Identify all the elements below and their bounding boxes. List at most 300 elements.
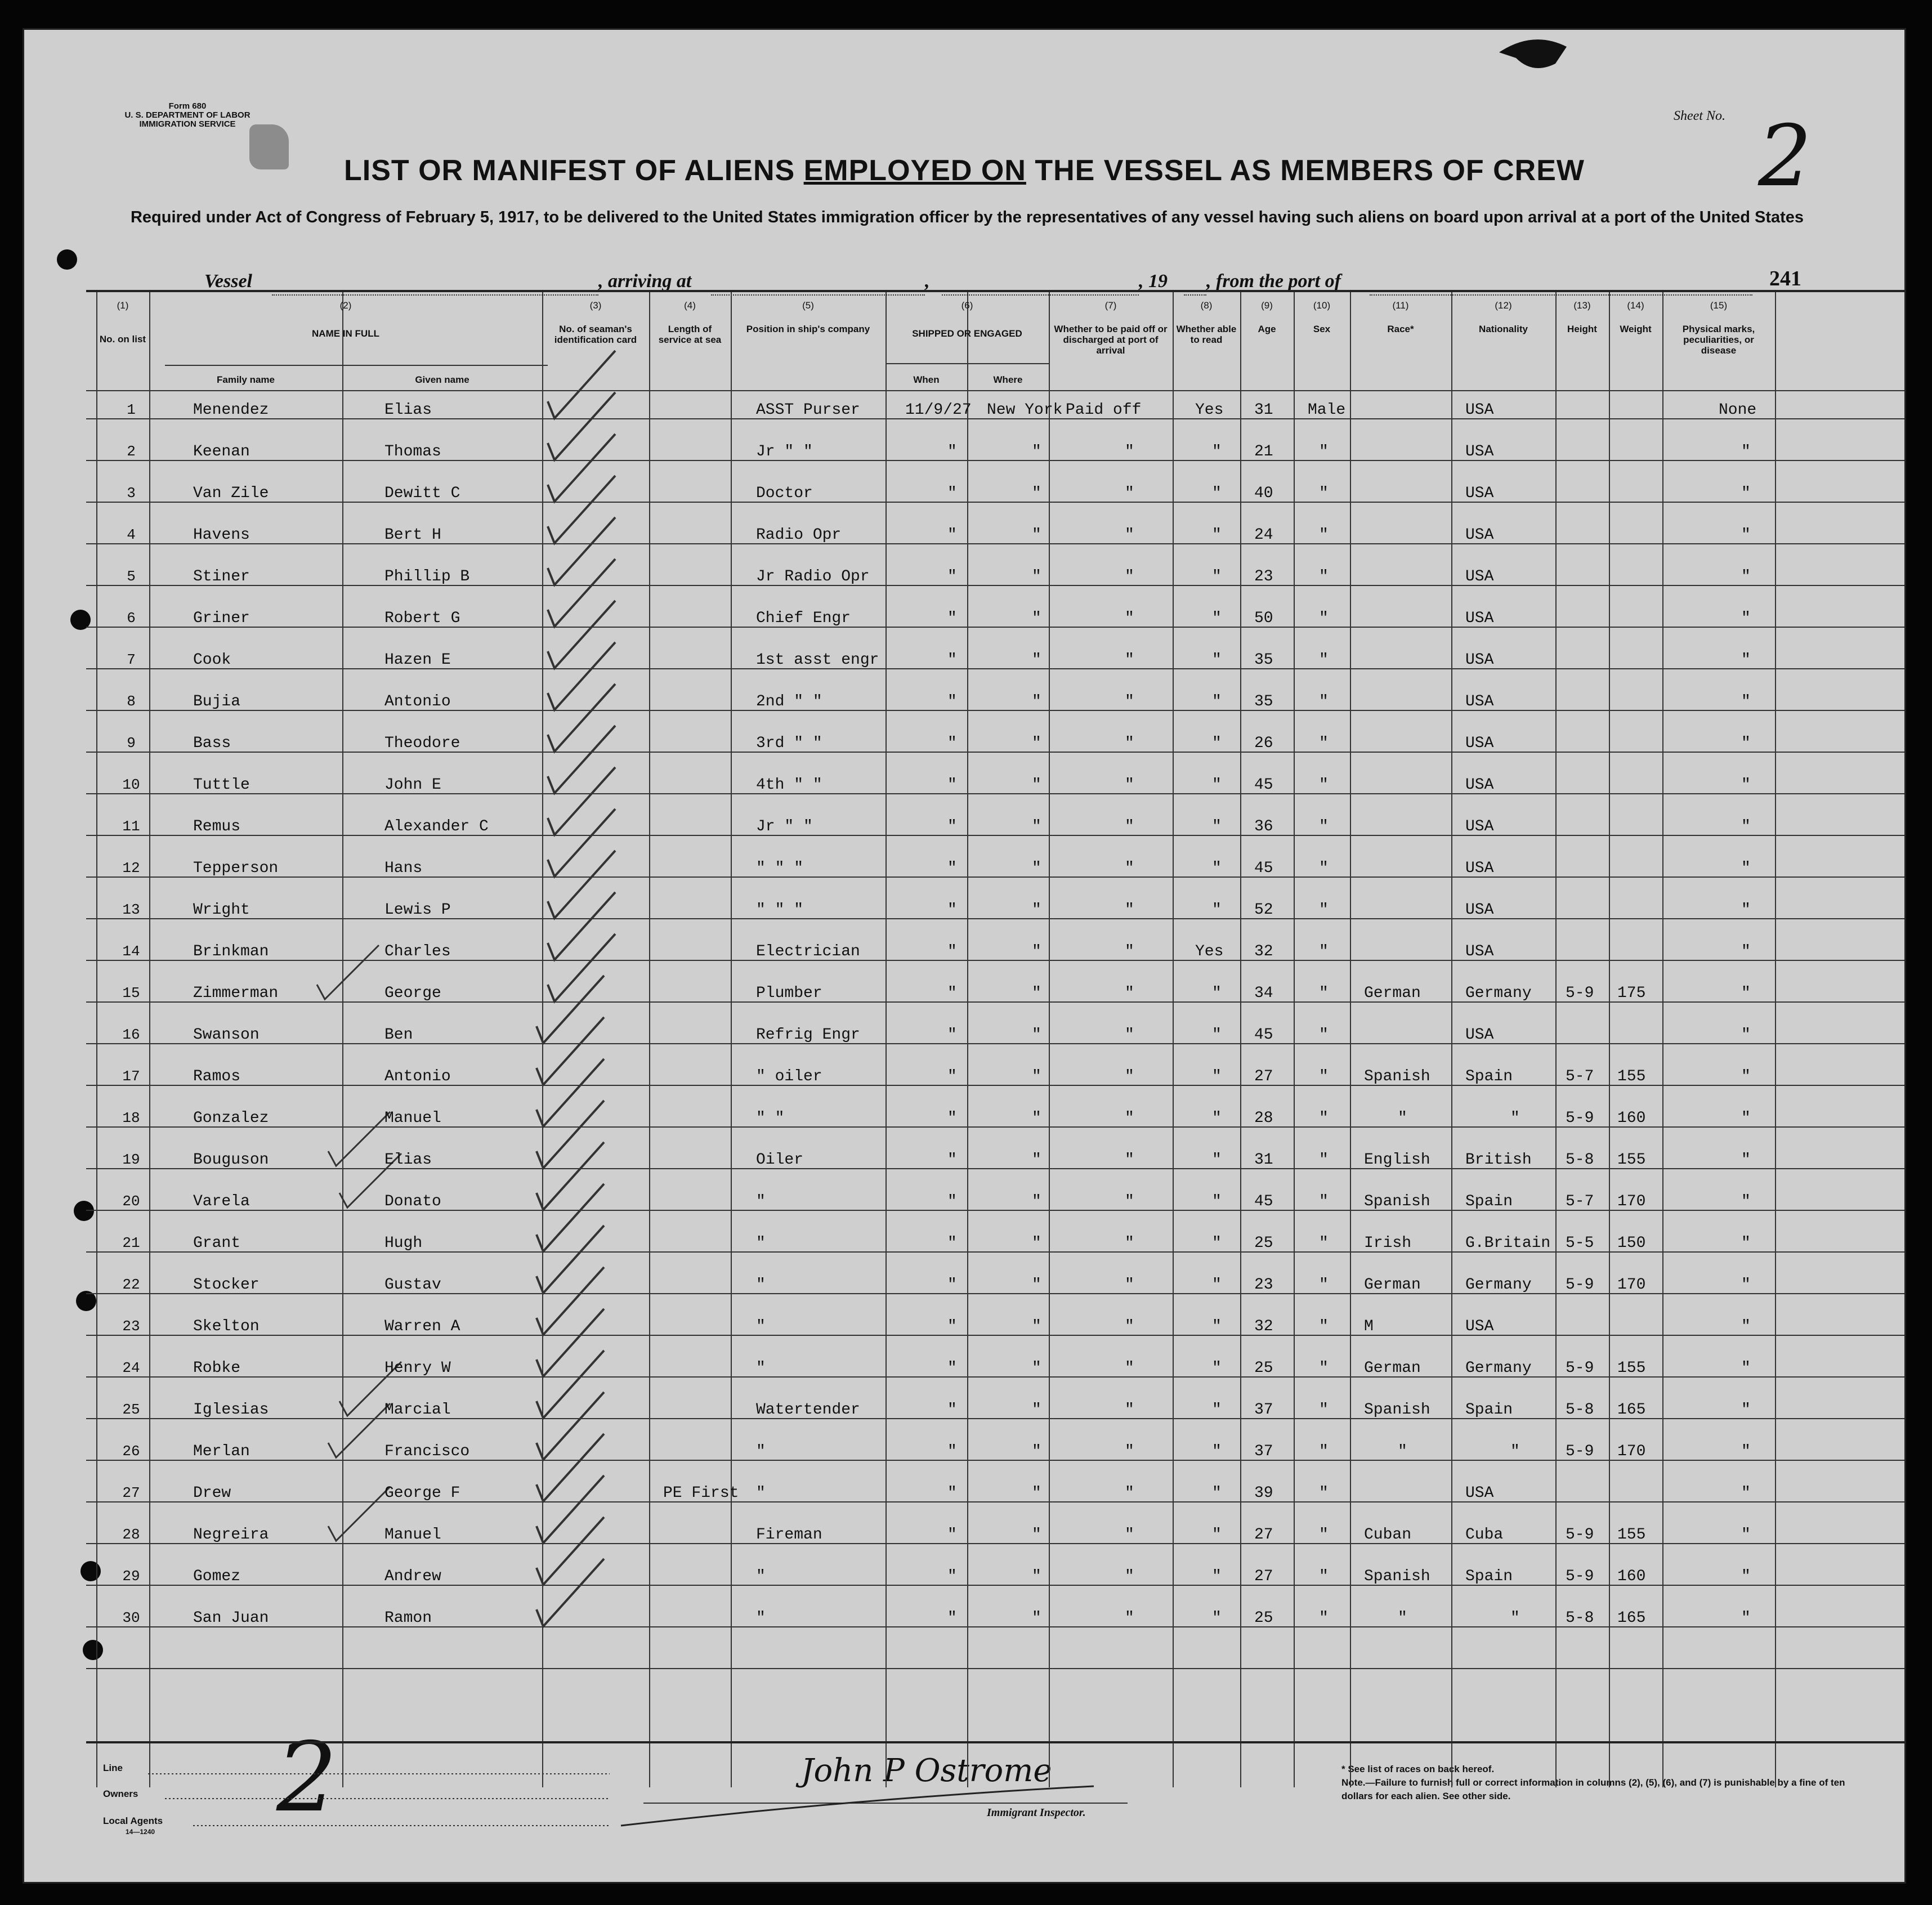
cell-height: 5-9: [1566, 985, 1594, 1002]
cell-when: ": [947, 985, 957, 1002]
cell-where: ": [1032, 1484, 1041, 1502]
cell-family: Bujia: [193, 693, 241, 710]
cell-sex: ": [1319, 860, 1329, 877]
cell-family: Zimmerman: [193, 985, 279, 1002]
cell-nationality: USA: [1465, 401, 1494, 419]
cell-sex: ": [1319, 1151, 1329, 1169]
cell-read: ": [1212, 651, 1222, 669]
cell-nationality: Spain: [1465, 1193, 1513, 1210]
cell-height: 5-5: [1566, 1235, 1594, 1252]
cell-sex: ": [1319, 1235, 1329, 1252]
cell-paid: ": [1125, 1110, 1134, 1127]
cell-age: 27: [1254, 1526, 1273, 1544]
row-number: 2: [127, 443, 136, 460]
cell-sex: ": [1319, 485, 1329, 502]
cell-read: ": [1212, 901, 1222, 919]
column-header-1: No. on list: [99, 334, 146, 345]
cell-paid: ": [1125, 1609, 1134, 1627]
cell-nationality: USA: [1465, 1318, 1494, 1335]
cell-read: ": [1212, 610, 1222, 627]
cell-nationality: USA: [1465, 1026, 1494, 1044]
cell-nationality: USA: [1465, 610, 1494, 627]
cell-weight: 150: [1617, 1235, 1646, 1252]
cell-marks: ": [1741, 985, 1751, 1002]
cell-given: Manuel: [384, 1526, 441, 1544]
cell-sex: ": [1319, 1609, 1329, 1627]
cell-where: ": [1032, 1068, 1041, 1085]
cell-when: ": [947, 1235, 957, 1252]
cell-weight: 165: [1617, 1609, 1646, 1627]
cell-sex: ": [1319, 1526, 1329, 1544]
column-header-11: Race*: [1387, 324, 1414, 334]
cell-weight: 170: [1617, 1276, 1646, 1294]
cell-height: 5-9: [1566, 1526, 1594, 1544]
cell-family: Havens: [193, 526, 250, 544]
cell-position: ": [756, 1318, 766, 1335]
cell-given: Manuel: [384, 1110, 441, 1127]
cell-age: 39: [1254, 1484, 1273, 1502]
cell-given: Donato: [384, 1193, 441, 1210]
table-column-rule: [1240, 290, 1241, 1787]
row-number: 27: [122, 1484, 140, 1501]
cell-paid: ": [1125, 651, 1134, 669]
cell-family: San Juan: [193, 1609, 269, 1627]
column-number-12: (12): [1495, 300, 1512, 311]
cell-where: ": [1032, 1568, 1041, 1585]
cell-family: Ramos: [193, 1068, 241, 1085]
cell-position: ": [756, 1235, 766, 1252]
row-number: 11: [122, 818, 140, 835]
cell-marks: ": [1741, 1068, 1751, 1085]
cell-when: ": [947, 1401, 957, 1419]
cell-when: ": [947, 1026, 957, 1044]
cell-where: ": [1032, 901, 1041, 919]
cell-service: PE First: [663, 1484, 739, 1502]
cell-given: Theodore: [384, 735, 460, 752]
table-row-rule: [86, 918, 1904, 919]
cell-weight: 155: [1617, 1151, 1646, 1169]
cell-family: Stocker: [193, 1276, 260, 1294]
cell-age: 26: [1254, 735, 1273, 752]
cell-where: ": [1032, 818, 1041, 835]
cell-position: 2nd " ": [756, 693, 822, 710]
row-number: 4: [127, 526, 136, 543]
cell-when: ": [947, 818, 957, 835]
cell-position: ": [756, 1568, 766, 1585]
cell-where: ": [1032, 526, 1041, 544]
table-column-rule: [649, 290, 650, 1787]
cell-nationality: USA: [1465, 776, 1494, 794]
cell-position: ": [756, 1193, 766, 1210]
cell-family: Grant: [193, 1235, 241, 1252]
cell-age: 25: [1254, 1609, 1273, 1627]
cell-read: ": [1212, 1568, 1222, 1585]
cell-read: ": [1212, 776, 1222, 794]
cell-position: Jr " ": [756, 443, 813, 460]
from-port-label: , from the port of: [1206, 271, 1341, 292]
cell-read: ": [1212, 1151, 1222, 1169]
row-number: 26: [122, 1443, 140, 1460]
cell-sex: ": [1319, 1110, 1329, 1127]
column-number-11: (11): [1392, 300, 1409, 311]
cell-when: ": [947, 1318, 957, 1335]
cell-position: 1st asst engr: [756, 651, 879, 669]
cell-weight: 155: [1617, 1068, 1646, 1085]
cell-read: ": [1212, 1484, 1222, 1502]
cell-given: Warren A: [384, 1318, 460, 1335]
cell-race: German: [1364, 1360, 1421, 1377]
column-subheader-given-name: Given name: [415, 374, 469, 385]
cell-when: ": [947, 443, 957, 460]
cell-given: Henry W: [384, 1360, 451, 1377]
year-label: , 19: [1139, 271, 1168, 292]
footer-owners-label: Owners: [103, 1788, 138, 1799]
cell-read: ": [1212, 860, 1222, 877]
table-row-rule: [86, 1741, 1904, 1743]
column-number-8: (8): [1200, 300, 1213, 311]
cell-weight: 165: [1617, 1401, 1646, 1419]
row-number: 22: [122, 1276, 140, 1293]
cell-sex: Male: [1308, 401, 1346, 419]
cell-sex: ": [1319, 1026, 1329, 1044]
cell-race: Spanish: [1364, 1568, 1430, 1585]
column-number-3: (3): [589, 300, 602, 311]
table-column-rule: [886, 290, 887, 1787]
cell-age: 37: [1254, 1443, 1273, 1460]
cell-where: ": [1032, 943, 1041, 960]
cell-age: 32: [1254, 943, 1273, 960]
table-row-rule: [86, 793, 1904, 794]
cell-read: Yes: [1195, 401, 1224, 419]
cell-where: ": [1032, 1401, 1041, 1419]
table-row-rule: [86, 668, 1904, 669]
cell-weight: 155: [1617, 1526, 1646, 1544]
cell-paid: ": [1125, 1484, 1134, 1502]
cell-read: ": [1212, 735, 1222, 752]
cell-where: ": [1032, 1609, 1041, 1627]
table-row-rule: [86, 1501, 1904, 1502]
cell-age: 27: [1254, 1068, 1273, 1085]
cell-race: ": [1398, 1110, 1407, 1127]
cell-marks: ": [1741, 735, 1751, 752]
cell-position: ": [756, 1276, 766, 1294]
column-header-7: Whether to be paid off or discharged at port of arrival: [1054, 324, 1168, 356]
cell-race: German: [1364, 985, 1421, 1002]
row-number: 29: [122, 1568, 140, 1585]
table-column-rule: [1451, 290, 1452, 1787]
cell-marks: ": [1741, 943, 1751, 960]
cell-position: Oiler: [756, 1151, 804, 1169]
cell-age: 34: [1254, 985, 1273, 1002]
cell-race: Spanish: [1364, 1068, 1430, 1085]
table-column-rule: [149, 290, 150, 1787]
cell-where: ": [1032, 1318, 1041, 1335]
column-number-4: (4): [684, 300, 696, 311]
table-column-rule: [967, 290, 968, 1787]
cell-when: ": [947, 568, 957, 585]
cell-given: Lewis P: [384, 901, 451, 919]
column-number-7: (7): [1104, 300, 1117, 311]
cell-nationality: USA: [1465, 943, 1494, 960]
cell-read: ": [1212, 1443, 1222, 1460]
cell-read: ": [1212, 1276, 1222, 1294]
cell-paid: ": [1125, 1318, 1134, 1335]
cell-age: 36: [1254, 818, 1273, 835]
cell-family: Stiner: [193, 568, 250, 585]
cell-where: ": [1032, 1235, 1041, 1252]
cell-paid: ": [1125, 1235, 1134, 1252]
row-number: 3: [127, 485, 136, 502]
cell-weight: 170: [1617, 1443, 1646, 1460]
cell-where: ": [1032, 860, 1041, 877]
cell-read: ": [1212, 1360, 1222, 1377]
cell-height: 5-9: [1566, 1568, 1594, 1585]
cell-nationality: Germany: [1465, 1360, 1532, 1377]
inspector-label: Immigrant Inspector.: [987, 1806, 1086, 1819]
cell-family: Van Zile: [193, 485, 269, 502]
column-number-5: (5): [802, 300, 814, 311]
cell-given: Thomas: [384, 443, 441, 460]
cell-family: Bass: [193, 735, 231, 752]
table-column-rule: [1294, 290, 1295, 1787]
cell-when: ": [947, 1360, 957, 1377]
cell-where: ": [1032, 1151, 1041, 1169]
cell-nationality: Cuba: [1465, 1526, 1504, 1544]
row-number: 17: [122, 1068, 140, 1085]
cell-paid: ": [1125, 901, 1134, 919]
cell-where: ": [1032, 776, 1041, 794]
table-row-rule: [86, 585, 1904, 586]
cell-weight: 160: [1617, 1568, 1646, 1585]
cell-position: Plumber: [756, 985, 822, 1002]
cell-weight: 160: [1617, 1110, 1646, 1127]
cell-paid: ": [1125, 1360, 1134, 1377]
cell-where: ": [1032, 1276, 1041, 1294]
cell-marks: ": [1741, 610, 1751, 627]
cell-family: Negreira: [193, 1526, 269, 1544]
cell-where: ": [1032, 735, 1041, 752]
cell-marks: ": [1741, 1609, 1751, 1627]
cell-race: M: [1364, 1318, 1374, 1335]
cell-given: Elias: [384, 401, 432, 419]
table-row-rule: [886, 363, 1049, 364]
sheet-number-label: Sheet No.: [1674, 109, 1725, 123]
table-row-rule: [86, 543, 1904, 544]
cell-given: Alexander C: [384, 818, 489, 835]
cell-paid: ": [1125, 568, 1134, 585]
cell-paid: ": [1125, 943, 1134, 960]
cell-marks: ": [1741, 651, 1751, 669]
cell-when: ": [947, 610, 957, 627]
cell-given: Antonio: [384, 693, 451, 710]
cell-nationality: USA: [1465, 1484, 1494, 1502]
cell-height: 5-9: [1566, 1110, 1594, 1127]
cell-family: Cook: [193, 651, 231, 669]
cell-where: ": [1032, 568, 1041, 585]
cell-position: " oiler: [756, 1068, 822, 1085]
cell-race: German: [1364, 1276, 1421, 1294]
table-column-rule: [542, 290, 543, 1787]
cell-family: Tepperson: [193, 860, 279, 877]
cell-nationality: Spain: [1465, 1068, 1513, 1085]
cell-family: Swanson: [193, 1026, 260, 1044]
cell-when: ": [947, 1193, 957, 1210]
cell-nationality: Spain: [1465, 1568, 1513, 1585]
cell-height: 5-8: [1566, 1401, 1594, 1419]
cell-sex: ": [1319, 610, 1329, 627]
column-number-2: (2): [339, 300, 352, 311]
cell-paid: ": [1125, 1526, 1134, 1544]
cell-age: 27: [1254, 1568, 1273, 1585]
cell-where: ": [1032, 485, 1041, 502]
cell-position: 4th " ": [756, 776, 822, 794]
cell-age: 21: [1254, 443, 1273, 460]
cell-nationality: USA: [1465, 735, 1494, 752]
cell-nationality: USA: [1465, 693, 1494, 710]
column-header-5: Position in ship's company: [746, 324, 870, 334]
cell-age: 50: [1254, 610, 1273, 627]
cell-paid: ": [1125, 818, 1134, 835]
cell-age: 45: [1254, 1026, 1273, 1044]
row-number: 28: [122, 1526, 140, 1543]
cell-position: Jr Radio Opr: [756, 568, 870, 585]
cell-marks: ": [1741, 1360, 1751, 1377]
table-column-rule: [342, 290, 343, 1787]
cell-marks: ": [1741, 1568, 1751, 1585]
cell-when: ": [947, 901, 957, 919]
column-header-2: NAME IN FULL: [312, 328, 379, 339]
cell-when: ": [947, 1526, 957, 1544]
cell-when: ": [947, 1068, 957, 1085]
cell-when: ": [947, 1151, 957, 1169]
cell-sex: ": [1319, 693, 1329, 710]
cell-nationality: ": [1510, 1110, 1520, 1127]
form-identifier: Form 680 U. S. DEPARTMENT OF LABOR IMMIGRATION SERVICE: [124, 101, 251, 129]
cell-nationality: USA: [1465, 901, 1494, 919]
cell-race: Irish: [1364, 1235, 1412, 1252]
column-number-1: (1): [117, 300, 129, 311]
table-column-rule: [1775, 290, 1776, 1787]
cell-marks: ": [1741, 526, 1751, 544]
cell-position: Chief Engr: [756, 610, 851, 627]
cell-read: Yes: [1195, 943, 1224, 960]
cell-family: Merlan: [193, 1443, 250, 1460]
cell-position: " ": [756, 1110, 785, 1127]
table-column-rule: [1173, 290, 1174, 1787]
table-column-rule: [1555, 290, 1557, 1787]
cell-sex: ": [1319, 943, 1329, 960]
cell-position: ": [756, 1443, 766, 1460]
cell-paid: ": [1125, 443, 1134, 460]
cell-given: Phillip B: [384, 568, 470, 585]
cell-given: Bert H: [384, 526, 441, 544]
cell-sex: ": [1319, 1193, 1329, 1210]
cell-sex: ": [1319, 526, 1329, 544]
cell-age: 25: [1254, 1235, 1273, 1252]
cell-paid: ": [1125, 735, 1134, 752]
cell-marks: ": [1741, 1235, 1751, 1252]
cell-position: Radio Opr: [756, 526, 842, 544]
cell-paid: ": [1125, 1276, 1134, 1294]
cell-given: Marcial: [384, 1401, 451, 1419]
cell-read: ": [1212, 568, 1222, 585]
cell-read: ": [1212, 1110, 1222, 1127]
cell-position: ": [756, 1609, 766, 1627]
row-number: 25: [122, 1401, 140, 1418]
arriving-label: , arriving at: [598, 271, 692, 292]
cell-nationality: USA: [1465, 485, 1494, 502]
cell-paid: ": [1125, 1443, 1134, 1460]
cell-family: Menendez: [193, 401, 269, 419]
cell-sex: ": [1319, 1318, 1329, 1335]
cell-read: ": [1212, 1526, 1222, 1544]
cell-height: 5-9: [1566, 1443, 1594, 1460]
cell-sex: ": [1319, 443, 1329, 460]
cell-given: Dewitt C: [384, 485, 460, 502]
cell-when: ": [947, 860, 957, 877]
cell-marks: ": [1741, 1401, 1751, 1419]
sheet-number-handwritten: 2: [1758, 108, 1812, 205]
cell-marks: ": [1741, 568, 1751, 585]
table-row-rule: [86, 877, 1904, 878]
cell-sex: ": [1319, 651, 1329, 669]
cell-position: " " ": [756, 901, 804, 919]
cell-marks: ": [1741, 1484, 1751, 1502]
cell-sex: ": [1319, 1276, 1329, 1294]
cell-position: Fireman: [756, 1526, 822, 1544]
cell-family: Drew: [193, 1484, 231, 1502]
cell-where: ": [1032, 1526, 1041, 1544]
cell-sex: ": [1319, 818, 1329, 835]
row-number: 24: [122, 1360, 140, 1376]
cell-age: 45: [1254, 860, 1273, 877]
column-header-15: Physical marks, peculiarities, or disease: [1682, 324, 1755, 356]
cell-race: Spanish: [1364, 1401, 1430, 1419]
cell-when: ": [947, 943, 957, 960]
footer-handwritten-number: 2: [276, 1722, 338, 1834]
column-subheader-when: When: [913, 374, 940, 385]
row-number: 12: [122, 860, 140, 877]
inspector-signature: John P Ostrome: [801, 1752, 1052, 1789]
cell-family: Gonzalez: [193, 1110, 269, 1127]
cell-paid: ": [1125, 1193, 1134, 1210]
cell-nationality: USA: [1465, 568, 1494, 585]
row-number: 9: [127, 735, 136, 752]
cell-read: ": [1212, 985, 1222, 1002]
cell-height: 5-9: [1566, 1276, 1594, 1294]
cell-marks: ": [1741, 1193, 1751, 1210]
row-number: 15: [122, 985, 140, 1001]
table-column-rule: [96, 290, 97, 1787]
cell-age: 45: [1254, 776, 1273, 794]
table-column-rule: [1662, 290, 1663, 1787]
column-header-13: Height: [1567, 324, 1597, 334]
cell-when: ": [947, 776, 957, 794]
cell-family: Iglesias: [193, 1401, 269, 1419]
cell-given: John E: [384, 776, 441, 794]
table-row-rule: [165, 365, 548, 366]
cell-position: ": [756, 1360, 766, 1377]
footer-line-label: Line: [103, 1763, 123, 1773]
cell-nationality: USA: [1465, 818, 1494, 835]
cell-marks: ": [1741, 1026, 1751, 1044]
cell-marks: ": [1741, 818, 1751, 835]
cell-race: English: [1364, 1151, 1430, 1169]
cell-when: ": [947, 1609, 957, 1627]
row-number: 1: [127, 401, 136, 418]
cell-marks: ": [1741, 485, 1751, 502]
column-number-6: (6): [961, 300, 973, 311]
